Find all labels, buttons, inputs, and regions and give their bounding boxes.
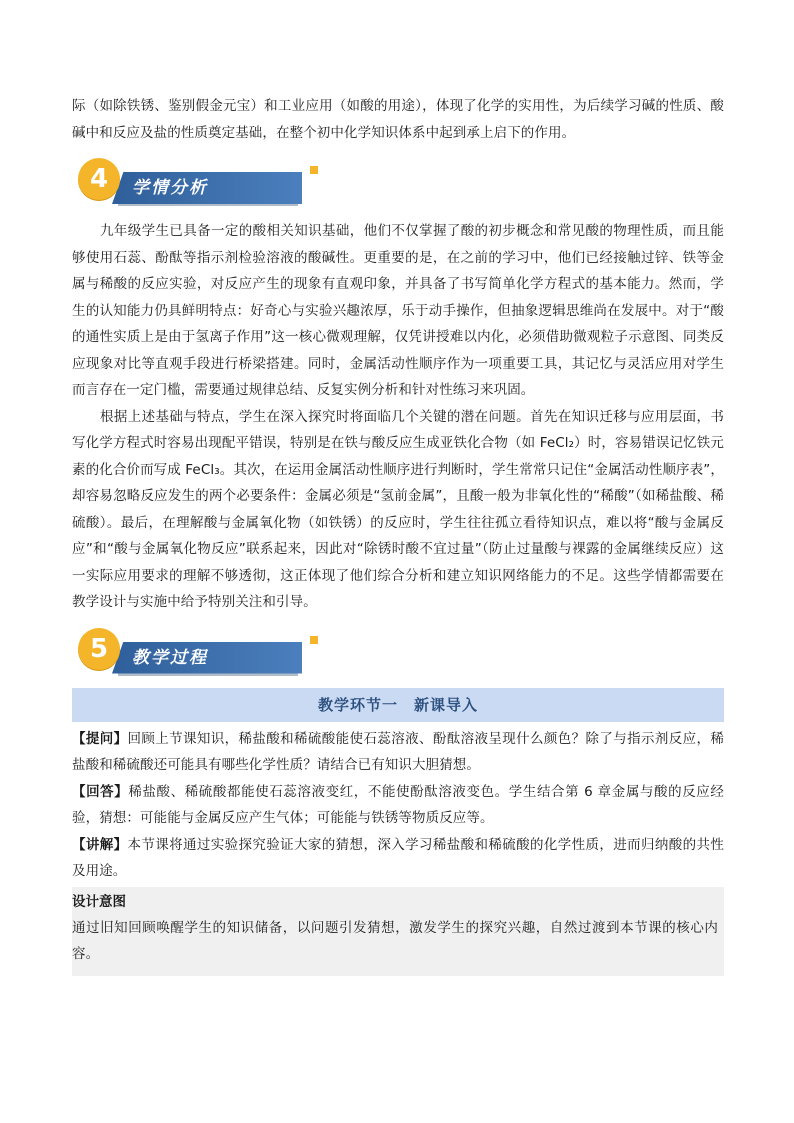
document-body: [72, 93, 724, 976]
analysis-paragraph-1: 九年级学生已具备一定的酸相关知识基础，他们不仅掌握了酸的初步概念和常见酸的物理性质，而且能够使用石蕊、酚酞等指示剂检验溶液的酸碱性。更重要的是，在之前的学习中，他们已经接触过锌、铁等金属与稀酸的反应实验，对反应产生的现象有直观印象，并具备了书写简单化学方程式的基本能力。然而，学生的认知能力仍具鲜明特点：好奇心与实验兴趣浓厚，乐于动手操作，但抽象逻辑思维尚在发展中。对于“酸的通性实质上是由于氢离子作用”这一核心微观理解，仅凭讲授难以内化，必须借助微观粒子示意图、同类反应现象对比等直观手段进行桥梁搭建。同时，金属活动性顺序作为一项重要工具，其记忆与灵活应用对学生而言存在一定门槛，需要通过规律总结、反复实例分析和针对性练习来巩固。: [72, 223, 724, 398]
item-text: 回顾上节课知识，稀盐酸和稀硫酸能使石蕊溶液、酚酞溶液呈现什么颜色？除了与指示剂反应，稀盐酸和稀硫酸还可能具有哪些化学性质？请结合已有知识大胆猜想。: [72, 730, 724, 773]
intro-paragraph: 际（如除铁锈、鉴别假金元宝）和工业应用（如酸的用途），体现了化学的实用性，为后续学习碱的性质、酸碱中和反应及盐的性质奠定基础，在整个初中化学知识体系中起到承上启下的作用。: [72, 98, 724, 141]
item-text: 稀盐酸、稀硫酸都能使石蕊溶液变红，不能使酚酞溶液变色。学生结合第 6 章金属与酸的反应经验，猜想：可能能与金属反应产生气体；可能能与铁锈等物质反应等。: [72, 783, 724, 826]
stage-title-bar: 教学环节一 新课导入: [72, 688, 724, 722]
section-5-header: [72, 622, 724, 680]
section-4-header: [72, 152, 724, 210]
accent-square-icon: [310, 636, 318, 644]
section-title: 教学过程: [132, 647, 208, 668]
design-intent-title: 设计意图: [72, 893, 126, 910]
qa-item-explain: [72, 832, 724, 885]
item-text: 本节课将通过实验探究验证大家的猜想，深入学习稀盐酸和稀硫酸的化学性质，进而归纳酸的共性及用途。: [72, 836, 724, 879]
item-tag: 【讲解】: [72, 836, 128, 853]
accent-square-icon: [310, 166, 318, 174]
section-title: 学情分析: [132, 178, 208, 198]
section-number-badge: 5: [78, 628, 120, 670]
item-tag: 【提问】: [72, 730, 128, 747]
section-number-badge: 4: [78, 158, 120, 200]
design-intent-text: 通过旧知回顾唤醒学生的知识储备，以问题引发猜想，激发学生的探究兴趣，自然过渡到本节课的核心内容。: [72, 919, 718, 962]
item-tag: 【回答】: [72, 783, 129, 800]
analysis-paragraph-2: 根据上述基础与特点，学生在深入探究时将面临几个关键的潜在问题。首先在知识迁移与应用层面，书写化学方程式时容易出现配平错误，特别是在铁与酸反应生成亚铁化合物（如 FeCl₂）时，容易错误记忆铁元素的化合价而写成 FeCl₃。其次，在运用金属活动性顺序进行判断时，学生常常只记住“金属活动性顺序表”，却容易忽略反应发生的两个必要条件：金属必须是“氢前金属”，且酸一般为非氧化性的“稀酸”（如稀盐酸、稀硫酸）。最后，在理解酸与金属氧化物（如铁锈）的反应时，学生往往孤立看待知识点，难以将“酸与金属反应”和“酸与金属氧化物反应”联系起来，因此对“除锈时酸不宜过量”（防止过量酸与裸露的金属继续反应）这一实际应用要求的理解不够透彻，这正体现了他们综合分析和建立知识网络能力的不足。这些学情都需要在教学设计与实施中给予特别关注和引导。: [72, 408, 724, 610]
qa-item-answer: [72, 779, 724, 832]
qa-item-question: [72, 726, 724, 779]
design-intent-box: [72, 887, 724, 976]
